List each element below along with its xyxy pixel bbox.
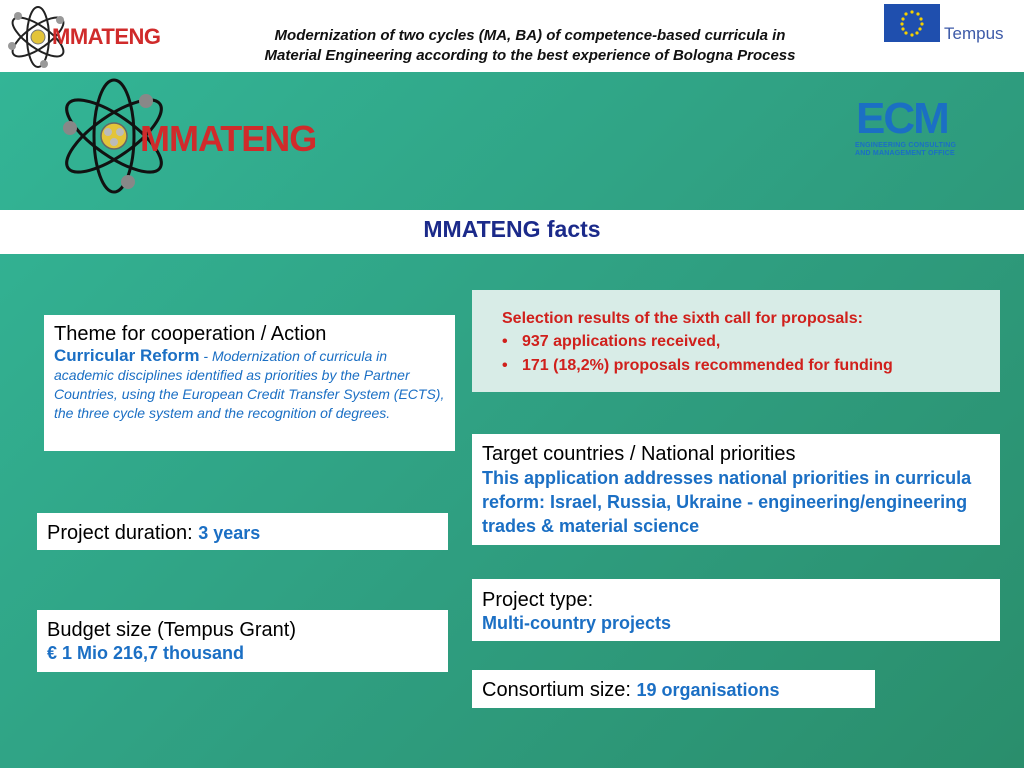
consortium-value: 19 organisations [636,680,780,700]
selection-item-text: 171 (18,2%) proposals recommended for funding [522,357,893,374]
target-description: This application addresses national priorities in curricula reform: Israel, Russia, Ukraine - engineering/engineering trades & material science [482,468,972,536]
consortium-card [472,670,875,708]
header-title-line-2: Material Engineering according to the best experience of Bologna Process [264,47,796,64]
tempus-logo-label: Tempus [944,24,1004,43]
page-header-title [200,26,860,66]
target-heading: Target countries / National priorities [482,443,796,465]
bullet-icon: • [502,357,508,374]
ecm-subtitle-line-1: ENGINEERING CONSULTING [855,142,957,149]
budget-card [37,610,448,672]
bullet-icon: • [502,333,508,350]
project-type-card [472,579,1000,641]
duration-label: Project duration: [47,522,199,544]
budget-label: Budget size (Tempus Grant) [47,619,296,641]
theme-dash: - [199,348,212,364]
theme-description: Modernization of curricula in academic disciplines identified as priorities by the Partner Countries, using the European Credit Transfer System (ECTS), the three cycle system and the recognition of degrees. [54,348,445,421]
selection-item-text: 937 applications received, [522,333,721,350]
theme-subheading: Curricular Reform [54,346,200,365]
ecm-logo-subtitle [855,142,985,158]
theme-body [54,346,445,423]
top-header [0,0,1024,72]
project-type-value: Multi-country projects [482,613,672,633]
header-title-line-1: Modernization of two cycles (MA, BA) of competence-based curricula in [274,27,786,44]
project-type-label: Project type: [482,589,594,611]
duration-value: 3 years [198,523,261,543]
target-countries-card [472,434,1000,545]
top-logo-wordmark: MMATENG [52,24,161,49]
page-title: MMATENG facts [423,216,601,242]
budget-value: € 1 Mio 216,7 thousand [47,643,245,663]
banner-logo-wordmark: MMATENG [140,118,317,159]
consortium-label: Consortium size: [482,679,637,701]
ecm-logo: ECM [856,94,948,143]
eu-flag-icon [884,4,940,42]
selection-item [502,354,1000,378]
selection-item [502,330,1000,354]
ecm-subtitle-line-2: AND MANAGEMENT OFFICE [855,150,955,157]
project-duration-card [37,513,448,550]
theme-heading: Theme for cooperation / Action [54,323,327,345]
selection-title: Selection results of the sixth call for proposals: [502,310,863,327]
theme-card [44,315,455,451]
selection-results-card [472,290,1000,392]
